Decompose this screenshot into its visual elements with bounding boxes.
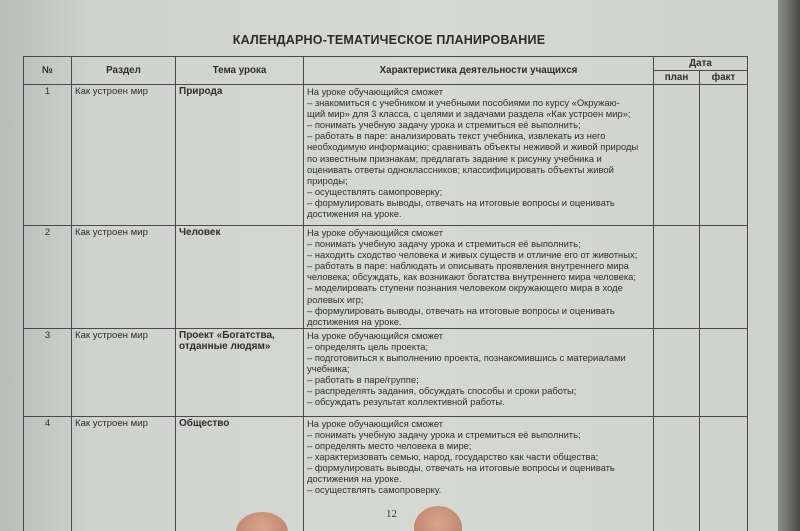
header-row <box>24 57 748 71</box>
row-description: На уроке обучающийся сможет – знакомиться с учебником и учебными пособиями по курсу «Окружаю- щий мир» для 3 класса, с целями и задачами раздела «Как устроен мир»; – понимать учебную задачу урока и стремиться её выполнить; – работать в паре: анализировать текст учебника, извлекать из него необходимую информацию; сравнивать объекты неживой и живой природы по известным признакам; предлагать задание к рисунку учебника и оценивать ответы одноклассников; классифицировать объекты живой природы; – осуществлять самопроверку; – формулировать выводы, отвечать на итоговые вопросы и оценивать достижения на уроке. <box>304 85 654 226</box>
header-num: № <box>24 57 72 85</box>
row-fact-cell <box>700 226 748 329</box>
row-plan-cell <box>654 328 700 416</box>
row-topic: Человек <box>176 226 304 329</box>
header-fact: факт <box>700 71 748 85</box>
row-section: Как устроен мир <box>72 85 176 226</box>
table-row <box>24 85 748 226</box>
row-description: На уроке обучающийся сможет – понимать учебную задачу урока и стремиться её выполнить; – находить сходство человека и живых существ и отличие его от животных; – работать в паре: наблюдать и описывать проявления внутреннего мира человека; обсуждать, как возникают богатства внутреннего мира человека; – моделировать ступени познания человеком окружающего мира в ходе ролевых игр; – формулировать выводы, отвечать на итоговые вопросы и оценивать достижения на уроке. <box>304 226 654 329</box>
row-topic: Общество <box>176 416 304 531</box>
header-date: Дата <box>654 57 748 71</box>
row-plan-cell <box>654 416 700 531</box>
row-description: На уроке обучающийся сможет – понимать учебную задачу урока и стремиться её выполнить; – определять место человека в мире; – характеризовать семью, народ, государство как части общества; – формулировать выводы, отвечать на итоговые вопросы и оценивать достижения на уроке. – осуществлять самопроверку. <box>304 416 654 531</box>
row-section: Как устроен мир <box>72 226 176 329</box>
header-section: Раздел <box>72 57 176 85</box>
header-topic: Тема урока <box>176 57 304 85</box>
planning-table <box>23 56 748 531</box>
page-number: 12 <box>386 508 397 520</box>
row-fact-cell <box>700 328 748 416</box>
row-topic: Природа <box>176 85 304 226</box>
table-row <box>24 328 748 416</box>
page-title: КАЛЕНДАРНО-ТЕМАТИЧЕСКОЕ ПЛАНИРОВАНИЕ <box>232 33 546 47</box>
row-description: На уроке обучающийся сможет – определять цель проекта; – подготовиться к выполнению проекта, познакомившись с материалами учебника; – работать в паре/группе; – распределять задания, обсуждать способы и сроки работы; – обсуждать результат коллективной работы. <box>304 328 654 416</box>
row-section: Как устроен мир <box>72 416 176 531</box>
row-plan-cell <box>654 226 700 329</box>
row-fact-cell <box>700 416 748 531</box>
row-number: 3 <box>24 328 72 416</box>
row-number: 2 <box>24 226 72 329</box>
book-edge <box>778 0 800 531</box>
row-number: 1 <box>24 85 72 226</box>
row-topic: Проект «Богатства, отданные людям» <box>176 328 304 416</box>
row-plan-cell <box>654 85 700 226</box>
header-plan: план <box>654 71 700 85</box>
row-section: Как устроен мир <box>72 328 176 416</box>
row-fact-cell <box>700 85 748 226</box>
row-number: 4 <box>24 416 72 531</box>
header-activity: Характеристика деятельности учащихся <box>304 57 654 85</box>
table-row <box>24 226 748 329</box>
